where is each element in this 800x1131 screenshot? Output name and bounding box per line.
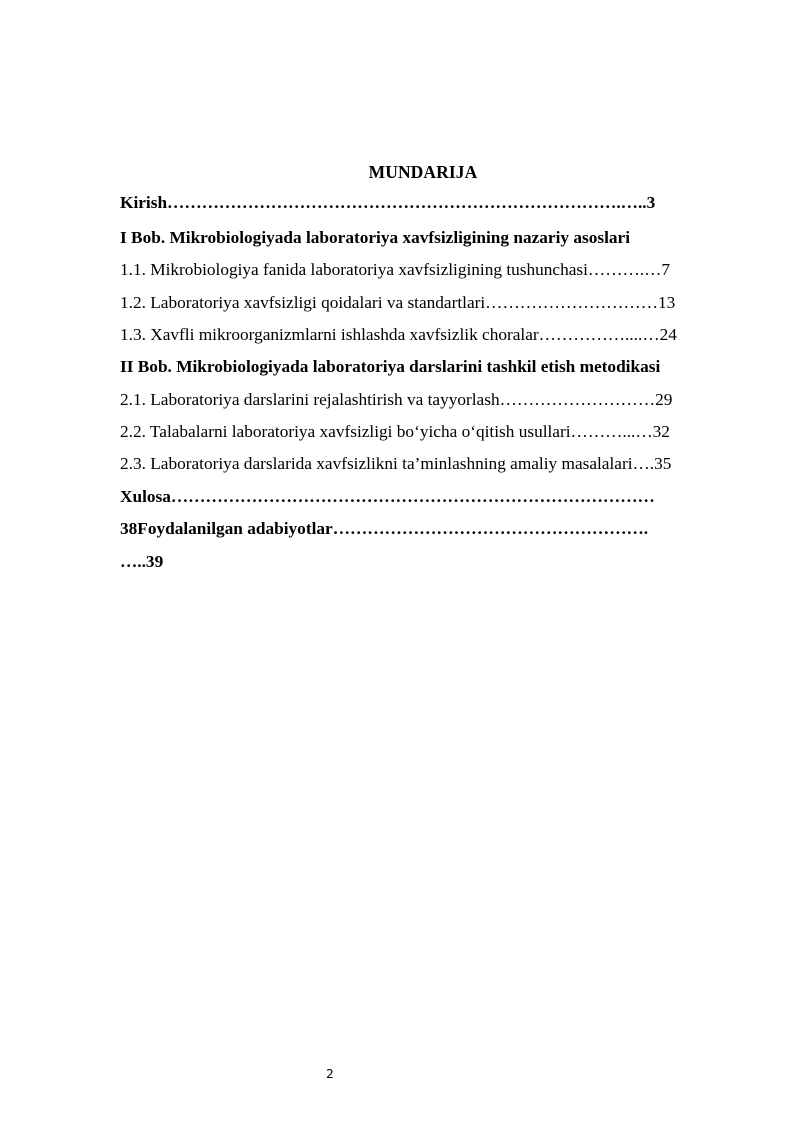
- toc-entry-foydalanilgan-adabiyotlar: 38Foydalanilgan adabiyotlar……………………………………………….: [120, 519, 649, 538]
- toc-entry-1-1: 1.1. Mikrobiologiya fanida laboratoriya xavfsizligining tushunchasi……….…7: [120, 260, 671, 279]
- toc-entry-adabiyotlar-page: …..39: [120, 552, 164, 571]
- toc-entry-2-3: 2.3. Laboratoriya darslarida xavfsizlikni ta’minlashning amaliy masalalari….35: [120, 454, 672, 473]
- toc-entry-2-1: 2.1. Laboratoriya darslarini rejalashtirish va tayyorlash………………………29: [120, 390, 673, 409]
- toc-chapter-1-heading: I Bob. Mikrobiologiyada laboratoriya xavfsizligining nazariy asoslari: [120, 228, 630, 247]
- toc-entry-1-3: 1.3. Xavfli mikroorganizmlarni ishlashda xavfsizlik choralar……………....…24: [120, 325, 677, 344]
- toc-entry-1-2: 1.2. Laboratoriya xavfsizligi qoidalari va standartlari…………………………13: [120, 293, 676, 312]
- toc-entry-2-2: 2.2. Talabalarni laboratoriya xavfsizligi bo‘yicha o‘qitish usullari………...…32: [120, 422, 670, 441]
- page-number: 2: [326, 1067, 334, 1081]
- toc-entry-kirish: Kirish…………………………………………………………………….…..3: [120, 193, 656, 212]
- toc-entry-xulosa: Xulosa…………………………………………………………………………: [120, 487, 655, 506]
- page-title: MUNDARIJA: [368, 162, 478, 182]
- toc-chapter-2-heading: II Bob. Mikrobiologiyada laboratoriya darslarini tashkil etish metodikasi: [120, 357, 661, 376]
